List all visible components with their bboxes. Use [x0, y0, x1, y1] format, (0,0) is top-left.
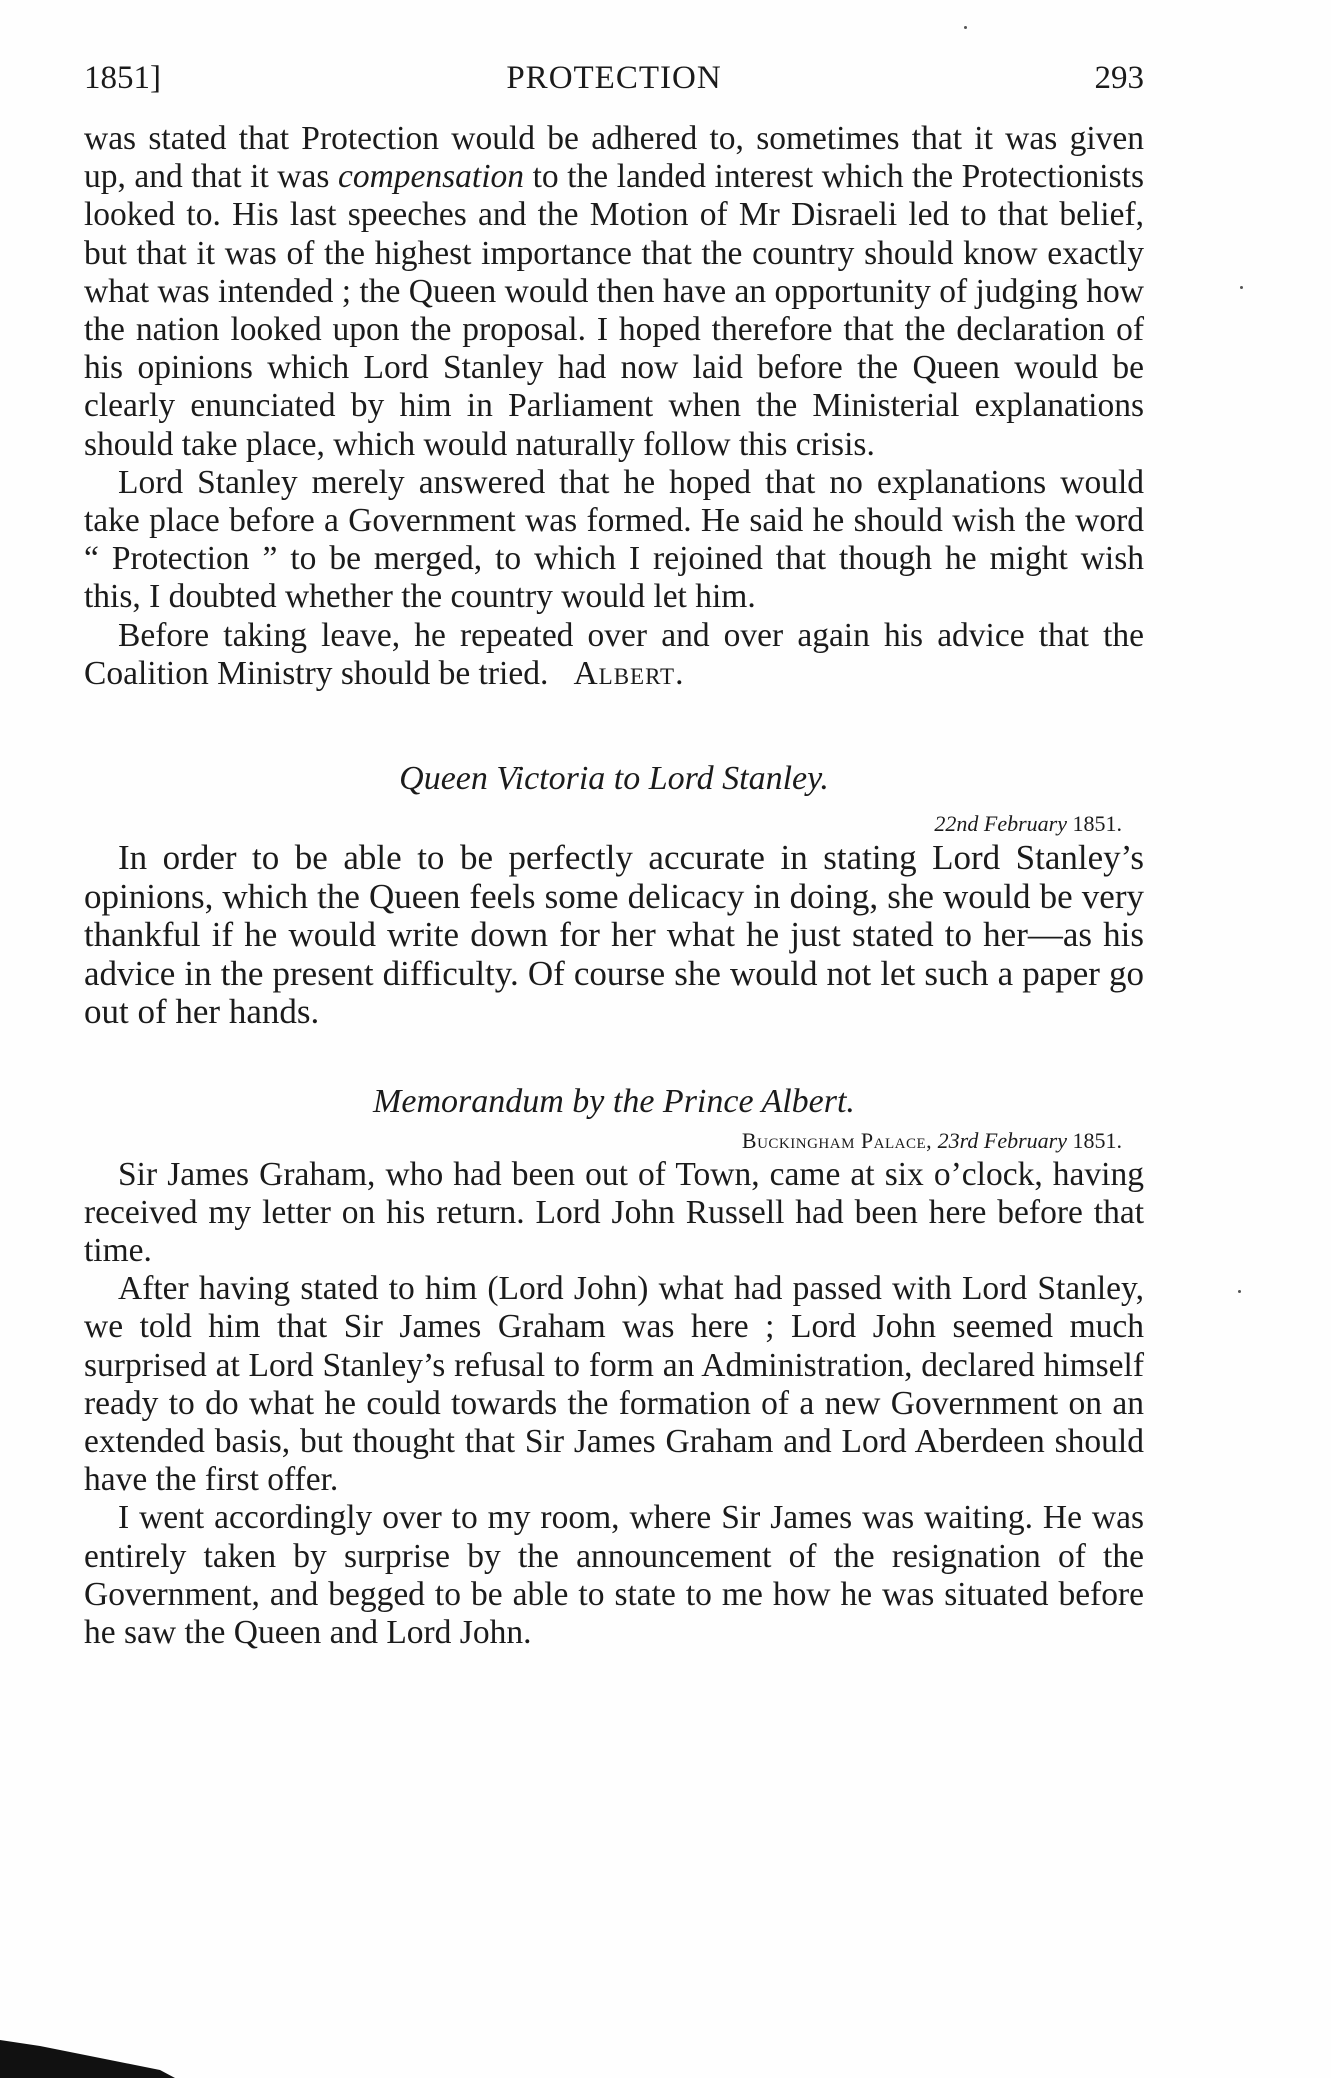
memorandum-paragraph: After having stated to him (Lord John) what had passed with Lord Stanley, we told him that Sir James Graham was here ; Lord John seemed much surprised at Lord Stanley’s refusal to form an Administration, declared himself ready to do what he could towards the formation of a new Government on an extended basis, but thought that Sir James Graham and Lord Aberdeen should have the first offer. [84, 1270, 1144, 1499]
date-day: 22nd [934, 811, 979, 837]
date-month: February [983, 811, 1067, 837]
running-header [84, 58, 1144, 98]
scan-speck [1240, 286, 1243, 289]
memorandum-heading: Memorandum by the Prince Albert. [373, 1082, 855, 1120]
date-year: 1851. [1072, 811, 1122, 837]
memorandum-paragraph: I went accordingly over to my room, where Sir James was waiting. He was entirely taken by surprise by the announcement of the resignation of the Government, and begged to be able to state to me how he was situated before he saw the Queen and Lord John. [84, 1499, 1144, 1651]
paragraph-protection-continued [84, 120, 1144, 464]
paragraph-text: Before taking leave, he repeated over and over again his advice that the Coalition Ministry should be tried. [84, 616, 1144, 692]
header-title: PROTECTION [506, 60, 722, 96]
paragraph-text: was stated that Protection would be adhered to, sometimes that it was given up, and that it was [84, 120, 1144, 196]
date-day: 23rd [937, 1127, 979, 1153]
letter-dateline [84, 809, 1144, 839]
letter-body: In order to be able to be perfectly accurate in stating Lord Stanley’s opinions, which the Queen feels some delicacy in doing, she would be very thankful if he would write down for her what he just stated to her—as his advice in the present difficulty. Of course she would not let such a paper go out of her hands. [84, 838, 1144, 1032]
scan-speck [964, 26, 967, 29]
paragraph-text: to the landed interest which the Protectionists looked to. His last speeches and the Motion of Mr Disraeli led to that belief, but that it was of the highest importance that the country should know exactly what was intended ; the Queen would then have an opportunity of judging how the nation looked upon the proposal. I hoped therefore that the declaration of his opinions which Lord Stanley had now laid before the Queen would be clearly enunciated by him in Parliament when the Ministerial explanations should take place, which would naturally follow this crisis. [84, 158, 1144, 463]
page-body [84, 120, 1144, 1652]
date-month: February [983, 1127, 1067, 1153]
paragraph-before-leave [84, 617, 1144, 693]
date-place: Buckingham Palace, [741, 1127, 933, 1153]
scan-speck [1238, 1290, 1241, 1293]
header-year: 1851] [84, 60, 161, 96]
italic-word-compensation: compensation [337, 158, 525, 196]
paragraph-stanley-answer: Lord Stanley merely answered that he hoped that no explanations would take place before a Government was formed. He said he should wish the word “ Protection ” to be merged, to which I rejoined that though he might wish this, I doubted whether the country would let him. [84, 463, 1144, 616]
page-number: 293 [1094, 60, 1144, 96]
letter-heading: Queen Victoria to Lord Stanley. [399, 760, 829, 798]
signature-albert: Albert. [573, 654, 685, 692]
memorandum-dateline [84, 1126, 1144, 1156]
date-year: 1851. [1072, 1127, 1122, 1153]
memorandum-paragraph: Sir James Graham, who had been out of Town, came at six o’clock, having received my letter on his return. Lord John Russell had been here before that time. [84, 1155, 1144, 1269]
scan-edge-smudge [0, 2040, 175, 2078]
